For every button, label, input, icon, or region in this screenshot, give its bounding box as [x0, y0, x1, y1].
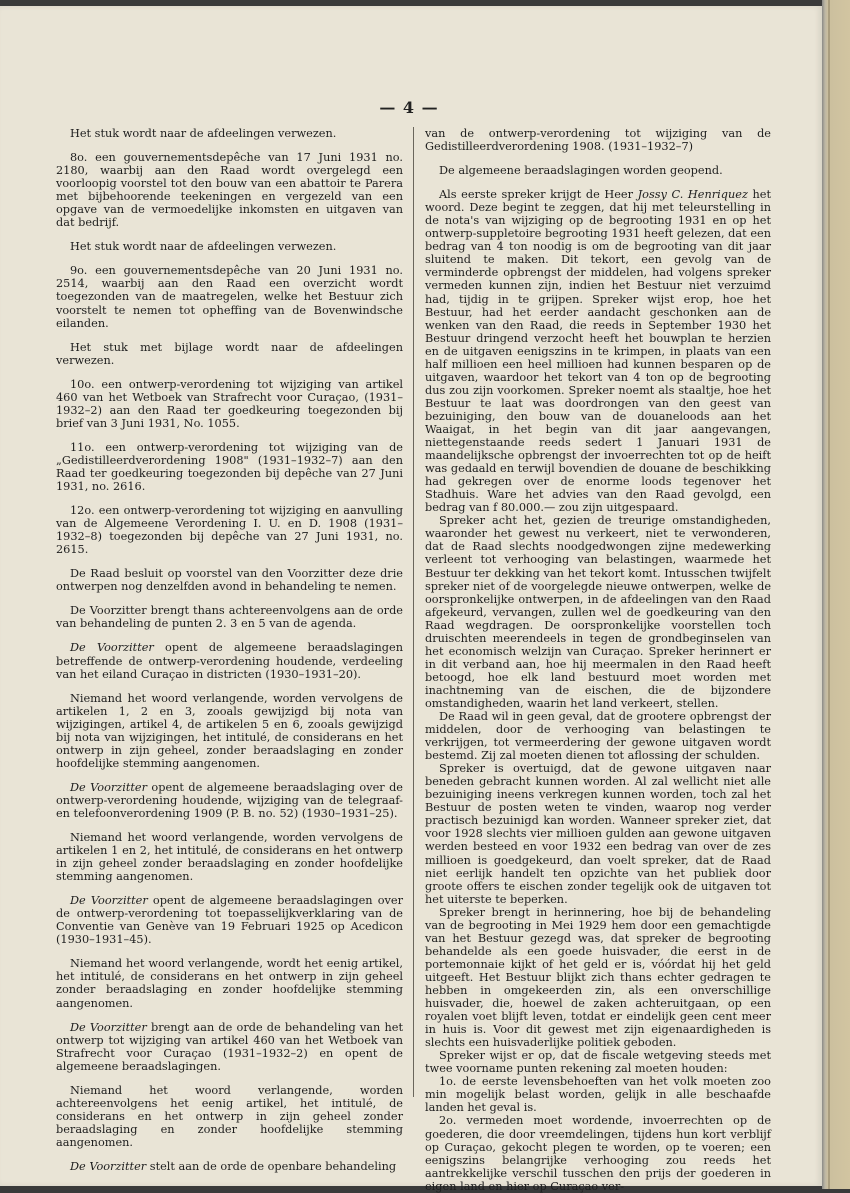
paragraph-text: stelt aan de orde de openbare behandeling — [146, 1160, 397, 1173]
paragraph-text: Niemand het woord verlangende, wordt het eenig artikel, het intitulé, de considerans en het ontwerp in zijn geheel zonder beraadslaging en zonder hoofdelijke stemming aangenomen. — [56, 957, 403, 1010]
paragraph — [56, 341, 403, 367]
paragraph-text: opent de algemeene beraadslagingen over de ontwerp-verordening tot toepasselijkverklaring van de Conventie van Genève van 19 Februari 1925 op Acedicon (1930–1931–45). — [56, 894, 403, 947]
paragraph — [56, 567, 403, 593]
paragraph — [425, 710, 771, 762]
paragraph-text: 9o. een gouvernementsdepêche van 20 Juni 1931 no. 2514, waarbij aan den Raad een overzicht wordt toegezonden van de maatregelen, welke het Bestuur zich voorstelt te nemen tot opheffing van de Bovenwindsche eilanden. — [56, 264, 403, 330]
paragraph — [425, 514, 771, 710]
paragraph — [56, 378, 403, 430]
paragraph — [56, 127, 403, 140]
paragraph-text: 8o. een gouvernementsdepêche van 17 Juni 1931 no. 2180, waarbij aan den Raad wordt overgelegd een voorloopig voorstel tot den bouw van een abattoir te Parera met bijbehoorende teekeningen en vergezeld van een opgave van de vermoedelijke inkomsten en uitgaven van dat bedrijf. — [56, 151, 403, 230]
speaker-label: De Voorzitter — [70, 1020, 147, 1034]
paragraph-text: Spreker brengt in herinnering, hoe bij de behandeling van de begrooting in Mei 1929 hem door een gemachtigde van het Bestuur gezegd was, dat spreker de begrooting behandelde als een goede huisvader, die eerst in de portemonnaie kijkt of het geld er is, vóórdat hij het geld uitgeeft. Het Bestuur blijkt zich thans echter gedragen te hebben in omgekeerden zin, als een onverschillige huisvader, die, hoewel de zaken achteruitgaan, op een royalen voet blijft leven, totdat er eindelijk geen cent meer in huis is. Voor dit gewest met zijn eigenaardigheden is slechts een huisvaderlijke politiek geboden. — [425, 905, 771, 1050]
paragraph-text: brengt aan de orde de behandeling van het ontwerp tot wijziging van artikel 460 van het Wetboek van Strafrecht voor Curaçao (1931–1932–2) en opent de algemeene beraadslagingen. — [56, 1020, 403, 1073]
paragraph — [425, 127, 771, 153]
next-page-edge — [822, 0, 850, 1189]
paragraph-text: De Raad besluit op voorstel van den Voorzitter deze drie ontwerpen nog denzelfden avond in behandeling te nemen. — [56, 567, 403, 594]
paragraph — [56, 957, 403, 1009]
paragraph — [56, 781, 403, 820]
paragraph-text: Spreker acht het, gezien de treurige omstandigheden, waaronder het gewest nu verkeert, niet te verwonderen, dat de Raad slechts noodgedwongen zijne medewerking verleent tot verhooging van belastingen, waarmede het Bestuur ter dekking van het tekort komt. Intusschen twijfelt spreker niet of de voorgelegde nieuwe ontwerpen, welke de oorspronkelijke ontwerpen, in de afdeelingen van den Raad afgekeurd, vervangen, zullen wel de goedkeuring van den Raad wegdragen. De oorspronkelijke voorstellen toch druischten meerendeels in tegen de grondbeginselen van het economisch welzijn van Curaçao. Spreker herinnert er in dit verband aan, hoe hij meermalen in den Raad heeft betoogd, hoe elk land bestuurd moet worden met inachtneming van de eischen, die de bijzondere omstandigheden, waarin het land verkeert, stellen. — [425, 514, 771, 710]
speaker-label: De Voorzitter — [70, 780, 148, 794]
paragraph — [425, 1114, 771, 1192]
paragraph — [56, 641, 403, 680]
column-divider — [413, 127, 414, 1097]
paragraph — [56, 240, 403, 253]
paragraph-text: 1o. de eerste levensbehoeften van het volk moeten zoo min mogelijk belast worden, gelijk in alle beschaafde landen het geval is. — [425, 1075, 771, 1115]
page-number: — 4 — — [379, 98, 439, 117]
paragraph-text: 2o. vermeden moet wordende, invoerrechten op de goederen, die door vreemdelingen, tijdens hun kort verblijf op Curaçao, gekocht plegen te worden, op te voeren; een eenigszins belangrijke verhooging zou reeds het aantrekkelijke verschil tusschen den prijs der goederen in eigen land en hier op Curaçao ver- — [425, 1114, 771, 1193]
paragraph-text: Het stuk wordt naar de afdeelingen verwezen. — [70, 127, 337, 140]
paragraph — [56, 894, 403, 946]
paragraph — [56, 264, 403, 329]
paragraph-text: Als eerste spreker krijgt de Heer — [439, 188, 638, 202]
paragraph-text: opent de algemeene beraadslagingen betreffende de ontwerp-verordening houdende, verdeeling van het eiland Curaçao in districten (1930–1931–20). — [56, 641, 403, 681]
paragraph — [56, 1084, 403, 1149]
paragraph — [425, 762, 771, 906]
paragraph — [56, 504, 403, 556]
paragraph-text: Het stuk wordt naar de afdeelingen verwezen. — [70, 240, 337, 254]
speaker-name: Jossy C. Henriquez — [637, 188, 748, 202]
paragraph-text: De Raad wil in geen geval, dat de grootere opbrengst der middelen, door de verhooging van belastingen te verkrijgen, tot vermeerdering der gewone uitgaven wordt bestemd. Zij zal moeten dienen tot aflossing der schulden. — [425, 710, 771, 763]
left-column — [56, 127, 403, 1184]
paragraph-text: opent de algemeene beraadslaging over de ontwerp-verordening houdende, wijziging van de telegraaf- en telefoonverordening 1909 (P. B. no. 52) (1930–1931–25). — [56, 780, 403, 820]
speaker-label: De Voorzitter — [70, 894, 148, 908]
paragraph — [56, 831, 403, 883]
paragraph — [56, 604, 403, 630]
paragraph — [56, 151, 403, 229]
speaker-label: De Voorzitter — [70, 1160, 147, 1173]
paragraph — [56, 1021, 403, 1073]
paragraph — [56, 441, 403, 493]
speaker-label: De Voorzitter — [70, 641, 154, 655]
paragraph — [425, 164, 771, 177]
paragraph — [425, 188, 771, 514]
paragraph-text: het woord. Deze begint te zeggen, dat hij met teleurstelling in de nota's van wijziging op de begrooting 1931 en op het ontwerp-suppletoire begrooting 1931 heeft gelezen, dat een bedrag van 4 ton noodig is om de begrooting van dit jaar sluitend te maken. Dit tekort, een gevolg van de verminderde opbrengst der middelen, had volgens spreker vermeden kunnen zijn, indien het Bestuur niet verzuimd had, tijdig in te grijpen. Spreker wijst erop, hoe het Bestuur, had het eerder aandacht geschonken aan de wenken van den Raad, die reeds in September 1930 het Bestuur dringend verzocht heeft het bouwplan te herzien en de uitgaven eenigszins in te krimpen, in plaats van een half millioen een heel millioen had kunnen besparen op de uitgaven, waardoor het tekort van 4 ton op de begrooting dus zou zijn voorkomen. Spreker noemt als staaltje, hoe het Bestuur te laat was doordrongen van den geest van bezuiniging, den bouw van de douaneloods aan het Waaigat, in het begin van dit jaar aangevangen, niettegenstaande reeds sedert 1 Januari 1931 de maandelijksche opbrengst der invoerrechten tot op de heift was gedaald en terwijl bovendien de douane de beschikking had gekregen over de enorme loods tegenover het Stadhuis. Ware het advies van den Raad gevolgd, een bedrag van f 80.000.— zou zijn uitgespaard. — [425, 188, 771, 515]
paragraph — [56, 692, 403, 770]
paragraph — [56, 1160, 403, 1173]
paragraph — [425, 906, 771, 1050]
paragraph — [425, 1049, 771, 1075]
paragraph-text: van de ontwerp-verordening tot wijziging van de Gedistilleerdverordening 1908. (1931–1932–7) — [425, 127, 771, 154]
right-column — [425, 127, 771, 1193]
paragraph-text: Het stuk met bijlage wordt naar de afdeelingen verwezen. — [56, 340, 403, 367]
paragraph-text: Spreker is overtuigd, dat de gewone uitgaven naar beneden gebracht kunnen worden. Al zal wellicht niet alle bezuiniging ineens verkregen kunnen worden, toch zal het Bestuur de posten weten te vinden, waarop nog verder practisch bezuinigd kan worden. Wanneer spreker ziet, dat voor 1928 slechts vier millioen gulden aan gewone uitgaven werden besteed en voor 1932 een bedrag van over de zes millioen is goedgekeurd, dan voelt spreker, dat de Raad niet eerlijk handelt ten opzichte van het publiek door groote offers te eischen zonder tegelijk ook de uitgaven tot het uiterste te beperken. — [425, 762, 771, 906]
document-page — [0, 6, 822, 1193]
paragraph-text: Niemand het woord verlangende, worden vervolgens de artikelen 1, 2 en 3, zooals gewijzigd bij nota van wijzigingen, artikel 4, de artikelen 5 en 6, zooals gewijzigd bij nota van wijzigingen, het intitulé, de considerans en het ontwerp in zijn geheel, zonder beraadslaging en zonder hoofdelijke stemming aangenomen. — [56, 691, 403, 770]
paragraph-text: 12o. een ontwerp-verordening tot wijziging en aanvulling van de Algemeene Verordening I. U. en D. 1908 (1931–1932–8) toegezonden bij depêche van 27 Juni 1931, no. 2615. — [56, 504, 403, 557]
paragraph-text: De Voorzitter brengt thans achtereenvolgens aan de orde van behandeling de punten 2. 3 en 5 van de agenda. — [56, 604, 403, 631]
paragraph-text: Niemand het woord verlangende, worden achtereenvolgens het eenig artikel, het intitulé, de considerans en het ontwerp in zijn geheel zonder beraadslaging en zonder hoofdelijke stemming aangenomen. — [56, 1083, 403, 1149]
paragraph — [425, 1075, 771, 1114]
paragraph-text: De algemeene beraadslagingen worden geopend. — [439, 164, 723, 178]
paragraph-text: 11o. een ontwerp-verordening tot wijziging van de „Gedistilleerdverordening 1908" (1931–1932–7) aan den Raad ter goedkeuring toegezonden bij depêche van 27 Juni 1931, no. 2616. — [56, 440, 403, 494]
paragraph-text: Niemand het woord verlangende, worden vervolgens de artikelen 1 en 2, het intitulé, de considerans en het ontwerp in zijn geheel zonder beraadslaging en zonder hoofdelijke stemming aangenomen. — [56, 831, 403, 884]
paragraph-text: 10o. een ontwerp-verordening tot wijziging van artikel 460 van het Wetboek van Strafrecht voor Curaçao, (1931–1932–2) aan den Raad ter goedkeuring toegezonden bij brief van 3 Juni 1931, No. 1055. — [56, 377, 403, 430]
paragraph-text: Spreker wijst er op, dat de fiscale wetgeving steeds met twee voorname punten rekening zal moeten houden: — [425, 1049, 771, 1076]
